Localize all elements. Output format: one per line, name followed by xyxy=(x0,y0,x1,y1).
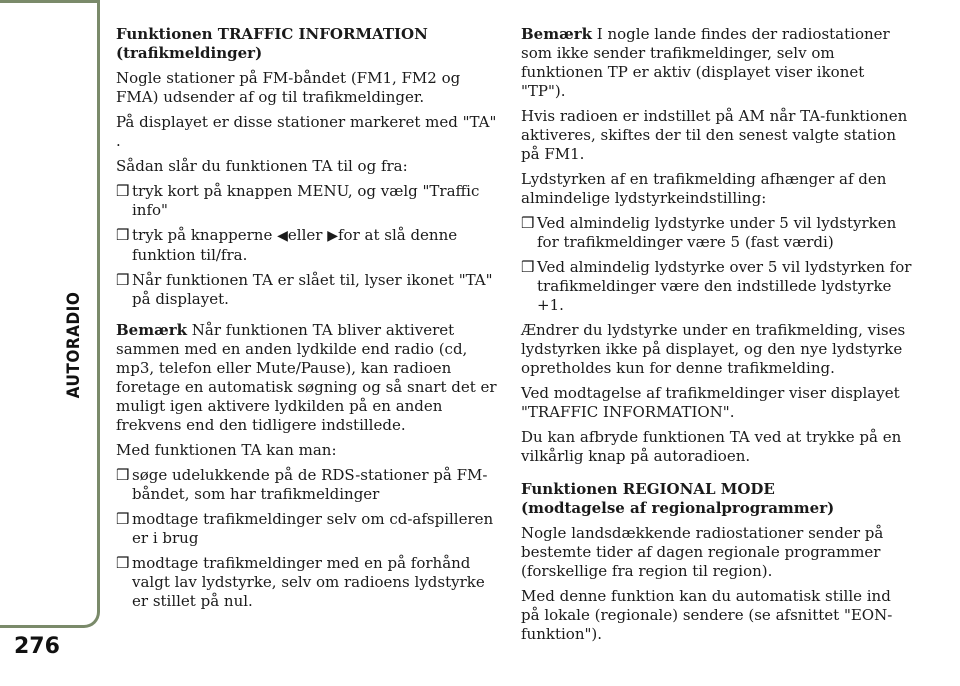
section-heading-regional xyxy=(521,480,913,518)
heading-line-1: Funktionen TRAFFIC INFORMATION xyxy=(116,25,428,43)
paragraph: Du kan afbryde funktionen TA ved at trykke på en vilkårlig knap på autoradioen. xyxy=(521,428,902,465)
list-item-text: søge udelukkende på de RDS-stationer på FM-båndet, som har trafikmeldinger xyxy=(132,466,488,503)
list-item xyxy=(521,258,913,315)
note-paragraph xyxy=(521,25,913,101)
paragraph: Ændrer du lydstyrke under en trafikmelding, vises lydstyrken ikke på displayet, og den nye lydstyrke opretholdes kun for denne trafikmelding. xyxy=(521,321,906,377)
paragraph: Nogle stationer på FM-båndet (FM1, FM2 og FMA) udsender af og til trafikmeldinger. xyxy=(116,69,461,106)
paragraph: Med denne funktion kan du automatisk stille ind på lokale (regionale) sendere (se afsnittet "EON-funktion"). xyxy=(521,587,893,643)
checkbox-bullet-icon: ❒ xyxy=(521,258,535,276)
list-item-text: Når funktionen TA er slået til, lyser ikonet "TA" på displayet. xyxy=(132,271,493,308)
list-item-text-post: for at slå denne funktion til/fra. xyxy=(132,226,458,264)
list-item xyxy=(116,226,498,265)
note-text: I nogle lande findes der radiostationer som ikke sender trafikmeldinger, selv om funktionen TP er aktiv (displayet viser ikonet "TP"). xyxy=(521,25,890,100)
list-item-text: modtage trafikmeldinger selv om cd-afspilleren er i brug xyxy=(132,510,494,547)
paragraph: Hvis radioen er indstillet på AM når TA-funktionen aktiveres, skiftes der til den senest valgte station på FM1. xyxy=(521,107,908,163)
paragraph: Sådan slår du funktionen TA til og fra: xyxy=(116,157,408,175)
left-column xyxy=(116,25,498,617)
right-arrow-icon: ▶ xyxy=(327,228,338,244)
checkbox-bullet-icon: ❒ xyxy=(116,466,130,484)
paragraph: Lydstyrken af en trafikmelding afhænger af den almindelige lydstyrkeindstilling: xyxy=(521,170,887,207)
checkbox-bullet-icon: ❒ xyxy=(116,182,130,200)
checkbox-bullet-icon: ❒ xyxy=(116,510,130,528)
list-item xyxy=(116,182,498,220)
list-item xyxy=(116,466,498,504)
paragraph: Ved modtagelse af trafikmeldinger viser displayet "TRAFFIC INFORMATION". xyxy=(521,384,900,421)
list-item xyxy=(116,554,498,611)
left-arrow-icon: ◀ xyxy=(277,228,288,244)
list-item xyxy=(116,510,498,548)
checkbox-bullet-icon: ❒ xyxy=(116,554,130,572)
list-item-text-pre: tryk på knapperne xyxy=(132,226,273,244)
list-item xyxy=(116,271,498,309)
note-label: Bemærk xyxy=(116,321,188,339)
right-column xyxy=(521,25,913,650)
heading-line-2: (trafikmeldinger) xyxy=(116,44,263,62)
checkbox-bullet-icon: ❒ xyxy=(116,226,130,244)
list-item-text: Ved almindelig lydstyrke under 5 vil lydstyrken for trafikmeldinger være 5 (fast værdi) xyxy=(537,214,897,251)
checkbox-bullet-icon: ❒ xyxy=(116,271,130,289)
checkbox-bullet-icon: ❒ xyxy=(521,214,535,232)
note-paragraph xyxy=(116,321,498,435)
note-text: Når funktionen TA bliver aktiveret sammen med en anden lydkilde end radio (cd, mp3, telefon eller Mute/Pause), kan radioen foretage en automatisk søgning og så snart det er muligt igen aktivere lydkilden på en anden frekvens end den tidligere indstillede. xyxy=(116,321,497,434)
list-item xyxy=(521,214,913,252)
list-item-text: Ved almindelig lydstyrke over 5 vil lydstyrken for trafikmeldinger være den indstillede lydstyrke +1. xyxy=(537,258,912,314)
section-heading-traffic xyxy=(116,25,498,63)
heading-line-1: Funktionen REGIONAL MODE xyxy=(521,480,775,498)
chapter-label: AUTORADIO xyxy=(64,291,84,399)
paragraph: Med funktionen TA kan man: xyxy=(116,441,337,459)
heading-line-2: (modtagelse af regionalprogrammer) xyxy=(521,499,835,517)
page-number: 276 xyxy=(14,634,60,659)
paragraph: Nogle landsdækkende radiostationer sender på bestemte tider af dagen regionale programmer (forskellige fra region til region). xyxy=(521,524,884,580)
paragraph: På displayet er disse stationer markeret med "TA" . xyxy=(116,113,497,150)
chapter-tab xyxy=(0,0,100,628)
list-item-text: modtage trafikmeldinger med en på forhånd valgt lav lydstyrke, selv om radioens lydstyrke er stillet på nul. xyxy=(132,554,485,610)
list-item-text: tryk kort på knappen MENU, og vælg "Traffic info" xyxy=(132,182,480,219)
note-label: Bemærk xyxy=(521,25,593,43)
list-item-text-mid: eller xyxy=(287,226,323,244)
